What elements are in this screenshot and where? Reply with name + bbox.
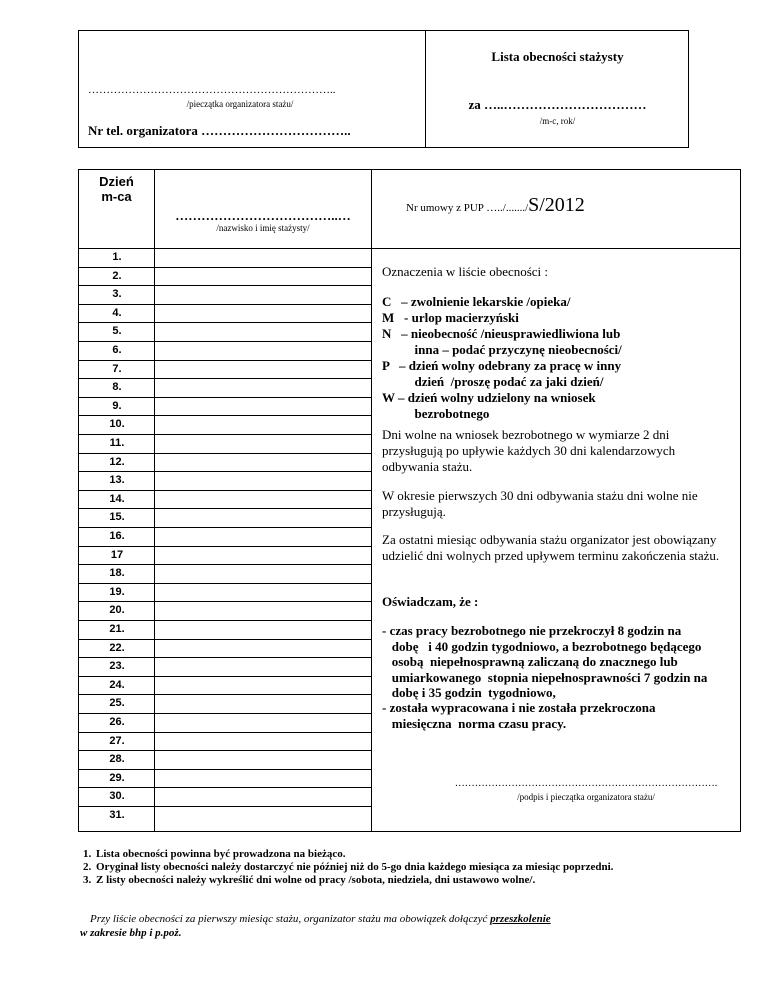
- legend-code-line: W – dzień wolny udzielony na wniosek: [382, 390, 596, 405]
- header-divider-2: [371, 169, 372, 248]
- attendance-cell[interactable]: [155, 472, 371, 490]
- day-header: Dzień m-ca: [99, 174, 134, 204]
- attendance-cell[interactable]: [155, 453, 371, 471]
- attendance-cell[interactable]: [155, 342, 371, 360]
- name-label: /nazwisko i imię stażysty/: [216, 223, 310, 233]
- day-number: 20.: [109, 604, 125, 617]
- day-number: 26.: [109, 716, 125, 728]
- footer-text-2: w zakresie bhp i p.poż.: [80, 927, 182, 939]
- attendance-cell[interactable]: [155, 490, 371, 508]
- day-number: 18.: [109, 567, 125, 580]
- attendance-cell[interactable]: [155, 751, 371, 769]
- header-divider: [425, 30, 426, 148]
- row-line: [78, 750, 372, 751]
- legend-codes: [382, 294, 737, 422]
- day-number: 16.: [109, 530, 125, 542]
- contract-number: [406, 194, 585, 217]
- attendance-cell[interactable]: [155, 714, 371, 732]
- day-number: 4.: [112, 306, 122, 319]
- stamp-dots: …………………………………………………………..: [88, 84, 336, 96]
- day-number: 27.: [109, 734, 125, 747]
- row-line: [78, 453, 372, 454]
- period-label: /m-c, rok/: [539, 116, 576, 126]
- attendance-cell[interactable]: [155, 658, 371, 676]
- attendance-cell[interactable]: [155, 639, 371, 657]
- row-line: [78, 694, 372, 695]
- legend-code-line: bezrobotnego: [382, 406, 490, 421]
- row-line: [78, 304, 372, 305]
- notes: [80, 848, 740, 887]
- note-item: 1. Lista obecności powinna być prowadzona na bieżąco.: [94, 848, 740, 861]
- day-number: 12.: [109, 455, 125, 468]
- day-number: 23.: [109, 660, 125, 673]
- row-line: [78, 806, 372, 807]
- row-line: [78, 322, 372, 323]
- day-number: 2.: [112, 269, 122, 282]
- row-line: [78, 267, 372, 268]
- attendance-cell[interactable]: [155, 360, 371, 378]
- day-number: 25.: [109, 697, 125, 710]
- legend-paragraph-1: Dni wolne na wniosek bezrobotnego w wymiarze 2 dni przysługują po upływie każdych 30 dni kalendarzowych odbywania stażu.: [382, 427, 676, 474]
- day-number: 10.: [109, 418, 125, 431]
- legend-code-line: P – dzień wolny odebrany za pracę w inny: [382, 358, 622, 373]
- attendance-cell[interactable]: [155, 769, 371, 787]
- day-number: 5.: [112, 325, 122, 338]
- declaration-item-1: - czas pracy bezrobotnego nie przekroczył 8 godzin na dobę i 40 godzin tygodniowo, a bezrobotnego będącego osobą niepełnosprawną zaliczaną do znacznego lub umiarkowanego stopnia niepełnosprawności 7 godzin na dobę i 35 godzin tygodniowo,: [382, 623, 708, 700]
- declaration-title: Oświadczam, że :: [382, 594, 479, 609]
- day-number: 21.: [109, 623, 125, 635]
- day-number: 30.: [109, 790, 125, 803]
- phone-label: Nr tel. organizatora ……………………………..: [88, 123, 351, 138]
- stamp-label: /pieczątka organizatora stażu/: [186, 99, 294, 109]
- attendance-cell[interactable]: [155, 732, 371, 750]
- row-line: [78, 676, 372, 677]
- legend-code-line: C – zwolnienie lekarskie /opieka/: [382, 294, 571, 309]
- day-number: 17: [110, 548, 124, 561]
- legend-paragraph-2: W okresie pierwszych 30 dni odbywania stażu dni wolne nie przysługują.: [382, 488, 698, 519]
- day-number: 22.: [109, 641, 125, 654]
- note-item: 2. Oryginał listy obecności należy dostarczyć nie później niż do 5-go dnia każdego miesiąca za miesiąc poprzedni.: [94, 861, 740, 874]
- row-line: [78, 434, 372, 435]
- row-line: [78, 601, 372, 602]
- footer-note: [80, 912, 680, 940]
- legend-code-line: M - urlop macierzyński: [382, 310, 519, 325]
- day-number: 8.: [112, 381, 122, 394]
- day-number: 29.: [109, 771, 125, 784]
- signature-field[interactable]: …………………………………………………………………….: [454, 778, 718, 789]
- row-line: [78, 583, 372, 584]
- legend-code-line: inna – podać przyczynę nieobecności/: [382, 342, 622, 357]
- day-number: 1.: [112, 251, 122, 263]
- attendance-cell[interactable]: [155, 621, 371, 639]
- row-line: [78, 713, 372, 714]
- row-line: [78, 378, 372, 379]
- row-line: [78, 397, 372, 398]
- attendance-cell[interactable]: [155, 286, 371, 304]
- row-line: [78, 471, 372, 472]
- row-line: [78, 341, 372, 342]
- attendance-cell[interactable]: [155, 379, 371, 397]
- row-line: [78, 360, 372, 361]
- day-number: 14.: [109, 492, 125, 505]
- row-line: [78, 285, 372, 286]
- attendance-cell[interactable]: [155, 695, 371, 713]
- attendance-cell[interactable]: [155, 546, 371, 564]
- contract-label: Nr umowy z PUP …../......./: [406, 202, 529, 214]
- day-number: 24.: [109, 678, 125, 691]
- attendance-cell[interactable]: [155, 304, 371, 322]
- row-line: [78, 546, 372, 547]
- row-line: [78, 732, 372, 733]
- day-number: 11.: [109, 437, 125, 449]
- attendance-cell[interactable]: [155, 565, 371, 583]
- period-field[interactable]: za …..……………………………: [468, 97, 647, 112]
- list-title: Lista obecności stażysty: [491, 49, 624, 64]
- day-number: 13.: [109, 474, 125, 487]
- footer-emphasis: przeszkolenie: [490, 913, 551, 925]
- attendance-cell[interactable]: [155, 249, 371, 267]
- day-number: 19.: [109, 585, 125, 598]
- legend-code-line: N – nieobecność /nieusprawiedliwiona lub: [382, 326, 621, 341]
- attendance-cell[interactable]: [155, 267, 371, 285]
- row-line: [78, 490, 372, 491]
- day-number: 3.: [112, 288, 122, 301]
- attendance-cell[interactable]: [155, 323, 371, 341]
- attendance-cell[interactable]: [155, 583, 371, 601]
- attendance-cell[interactable]: [155, 509, 371, 527]
- day-number: 15.: [109, 511, 125, 524]
- day-number: 28.: [109, 753, 125, 766]
- row-line: [78, 769, 372, 770]
- attendance-cell[interactable]: [155, 435, 371, 453]
- day-number: 7.: [112, 362, 122, 375]
- declaration-item-2: - została wypracowana i nie została przekroczona miesięczna norma czasu pracy.: [382, 700, 656, 731]
- row-line: [78, 657, 372, 658]
- day-number: 31.: [109, 809, 125, 821]
- footer-text: Przy liście obecności za pierwszy miesiąc stażu, organizator stażu ma obowiązek dołączyć: [90, 913, 491, 925]
- attendance-cell[interactable]: [155, 602, 371, 620]
- day-number: 6.: [112, 344, 122, 356]
- name-field[interactable]: ………………………………..…: [175, 208, 351, 223]
- notes-list: [80, 848, 740, 887]
- attendance-cell[interactable]: [155, 528, 371, 546]
- row-line: [78, 564, 372, 565]
- attendance-cell[interactable]: [155, 416, 371, 434]
- attendance-cell[interactable]: [155, 788, 371, 806]
- attendance-cell[interactable]: [155, 807, 371, 825]
- row-line: [78, 620, 372, 621]
- day-number: 9.: [112, 399, 122, 412]
- row-line: [78, 527, 372, 528]
- row-line: [78, 415, 372, 416]
- attendance-cell[interactable]: [155, 676, 371, 694]
- legend-code-line: dzień /proszę podać za jaki dzień/: [382, 374, 604, 389]
- signature-label: /podpis i pieczątka organizatora stażu/: [517, 792, 655, 802]
- note-item: 3. Z listy obecności należy wykreślić dni wolne od pracy /sobota, niedziela, dni ustawowo wolne/.: [94, 874, 740, 887]
- legend-paragraph-3: Za ostatni miesiąc odbywania stażu organizator jest obowiązany udzielić dni wolnych przed upływem terminu zakończenia stażu.: [382, 532, 720, 563]
- contract-suffix: S/2012: [528, 194, 585, 216]
- legend-intro: Oznaczenia w liście obecności :: [382, 264, 549, 279]
- attendance-cell[interactable]: [155, 397, 371, 415]
- row-line: [78, 508, 372, 509]
- row-line: [78, 639, 372, 640]
- row-line: [78, 787, 372, 788]
